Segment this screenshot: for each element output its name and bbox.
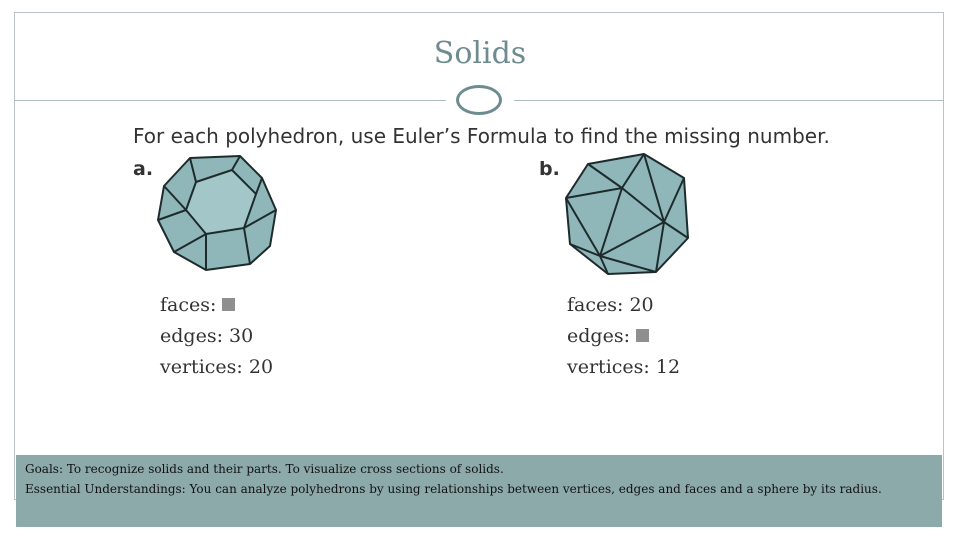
- problem-b-faces-row: [567, 290, 680, 321]
- problem-a-label: a.: [133, 158, 154, 180]
- missing-value-box: [636, 329, 649, 342]
- goals-text: Goals: To recognize solids and their parts. To visualize cross sections of solids.: [25, 462, 504, 476]
- problem-b-label: b.: [539, 158, 560, 180]
- edges-label: edges:: [567, 325, 630, 347]
- vertices-value: 12: [655, 356, 681, 378]
- instruction-text: For each polyhedron, use Euler’s Formula to find the missing number.: [133, 124, 830, 148]
- vertices-label: vertices:: [160, 356, 243, 378]
- edges-label: edges:: [160, 325, 223, 347]
- icosahedron-figure: [560, 150, 692, 280]
- edges-value: 30: [229, 325, 254, 347]
- title-divider-right: [514, 100, 944, 101]
- goals-footer: [16, 455, 942, 527]
- problem-a-faces-row: [160, 290, 273, 321]
- problem-b-vertices-row: [567, 352, 680, 383]
- slide-title: Solids: [433, 36, 527, 71]
- faces-label: faces:: [160, 294, 217, 316]
- problem-a-vertices-row: [160, 352, 273, 383]
- divider-ring-ornament: [456, 85, 502, 115]
- dodecahedron-figure: [150, 148, 285, 273]
- problem-a-facts: [160, 290, 273, 383]
- vertices-label: vertices:: [567, 356, 650, 378]
- title-divider-left: [14, 100, 446, 101]
- faces-label: faces:: [567, 294, 624, 316]
- problem-a-edges-row: [160, 321, 273, 352]
- problem-b-edges-row: [567, 321, 680, 352]
- missing-value-box: [222, 298, 235, 311]
- faces-value: 20: [629, 294, 654, 316]
- vertices-value: 20: [248, 356, 274, 378]
- problem-b-facts: [567, 290, 680, 383]
- essential-understandings-text: Essential Understandings: You can analyze polyhedrons by using relationships between vertices, edges and faces and a sphere by its radius.: [25, 482, 882, 496]
